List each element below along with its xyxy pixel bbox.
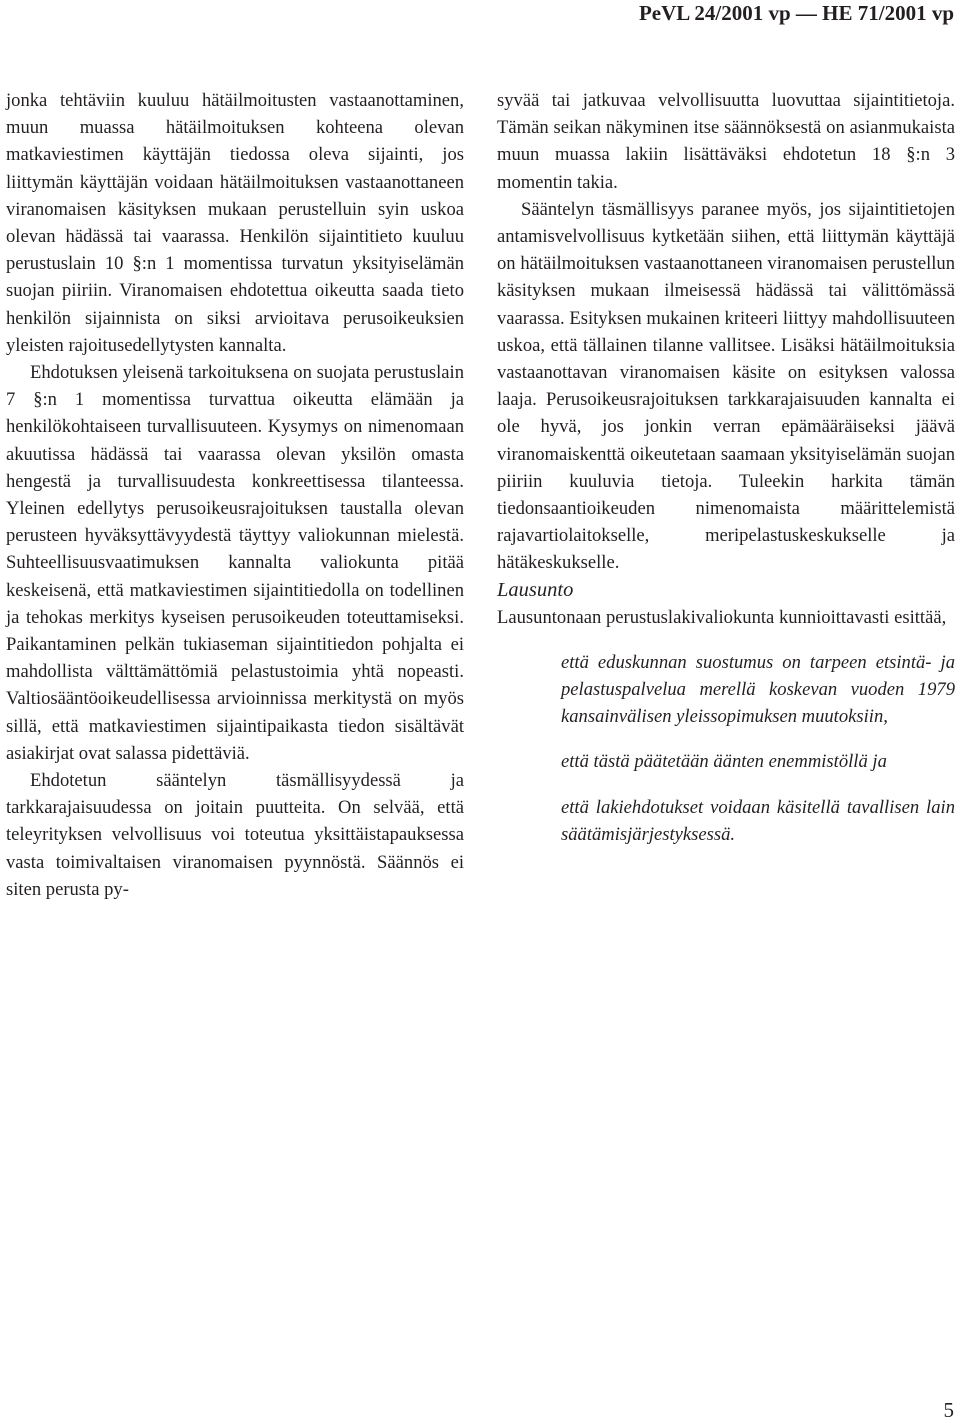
section-heading: Lausunto	[497, 578, 574, 601]
paragraph: Ehdotuksen yleisenä tarkoituksena on suojata perustuslain 7 §:n 1 momentissa turvattua oikeutta elämään ja henkilökohtaiseen turvallisuuteen. Kysymys on nimenomaan akuutissa hädässä tai vaarassa olevan yksilön omasta hengestä ja turvallisuudesta konkreettisessa tilanteessa. Yleinen edellytys perusoikeusrajoituksen taustalla olevan perusteen hyväksyttävyydestä täyttyy valiokunnan mielestä. Suhteellisuusvaatimuksen kannalta valiokunta pitää keskeisenä, että matkaviestimen sijaintitiedolla on todellinen ja tehokas merkitys kyseisen perusoikeuden toteuttamiseksi. Paikantaminen pelkän tukiaseman sijaintitiedon pohjalta ei mahdollista välttämättömiä pelastustoimia yhtä nopeasti. Valtiosääntöoikeudellisessa arvioinnissa merkitystä on myös sillä, että matkaviestimen sijaintipaikasta tiedon sisältävät asiakirjat ovat salassa pidettäviä.	[6, 362, 464, 764]
paragraph: syvää tai jatkuvaa velvollisuutta luovuttaa sijaintitietoja. Tämän seikan näkyminen itse säännöksestä on asianmukaista muun muassa lakiin lisättäväksi ehdotetun 18 §:n 3 momentin takia.	[497, 90, 955, 193]
proposal-list	[561, 649, 955, 848]
page-header: PeVL 24/2001 vp — HE 71/2001 vp	[638, 1, 954, 25]
paragraph: jonka tehtäviin kuuluu hätäilmoitusten vastaanottaminen, muun muassa hätäilmoituksen kohteena olevan matkaviestimen käyttäjän tiedossa oleva sijainti, jos liittymän käyttäjän voidaan hätäilmoituksen vastaanottaneen viranomaisen käsityksen mukaan perustelluin syin uskoa olevan hädässä tai vaarassa. Henkilön sijaintitieto kuuluu perustuslain 10 §:n 1 momentissa turvatun yksityiselämän suojan piiriin. Viranomaisen ehdotettua oikeutta saada tieto henkilön sijainnista on siksi arvioitava perusoikeuksien yleisten rajoitusedellytysten kannalta.	[6, 90, 464, 356]
proposal-item: että tästä päätetään äänten enemmistöllä ja	[561, 751, 887, 773]
paragraph: Ehdotetun sääntelyn täsmällisyydessä ja tarkkarajaisuudessa on joitain puutteita. On selvää, että teleyrityksen velvollisuus voi toteutua yksittäistapauksessa vasta toimivaltaisen viranomaisen pyynnöstä. Säännös ei siten perusta py-	[6, 770, 464, 900]
proposal-item: että eduskunnan suostumus on tarpeen etsintä- ja pelastuspalvelua merellä koskevan vuoden 1979 kansainvälisen yleissopimuksen muutoksiin,	[561, 651, 955, 728]
right-column	[497, 87, 955, 866]
page-number: 5	[943, 1398, 954, 1422]
left-column	[6, 87, 464, 903]
statement-intro: Lausuntonaan perustuslakivaliokunta kunnioittavasti esittää,	[497, 606, 947, 628]
proposal-item: että lakiehdotukset voidaan käsitellä tavallisen lain säätämisjärjestyksessä.	[561, 796, 955, 845]
paragraph: Sääntelyn täsmällisyys paranee myös, jos sijaintitietojen antamisvelvollisuus kytketään siihen, että liittymän käyttäjä on hätäilmoituksen vastaanottaneen viranomaisen perustellun käsityksen mukaan ilmeisessä hädässä tai välittömässä vaarassa. Esityksen mukainen kriteeri liittyy mahdollisuuteen uskoa, että tällainen tilanne vallitsee. Lisäksi hätäilmoituksia vastaanottavan viranomaisen käsite on esityksen valossa laaja. Perusoikeusrajoituksen tarkkarajaisuuden kannalta ei ole hyvä, jos jonkin verran epämääräiseksi jäävä viranomaiskenttä oikeutetaan saamaan yksityiselämän suojan piiriin kuuluvia tietoja. Tuleekin harkita tämän tiedonsaantioikeuden nimenomaista määrittelemistä rajavartiolaitokselle, meripelastuskeskukselle ja hätäkeskukselle.	[497, 198, 955, 574]
